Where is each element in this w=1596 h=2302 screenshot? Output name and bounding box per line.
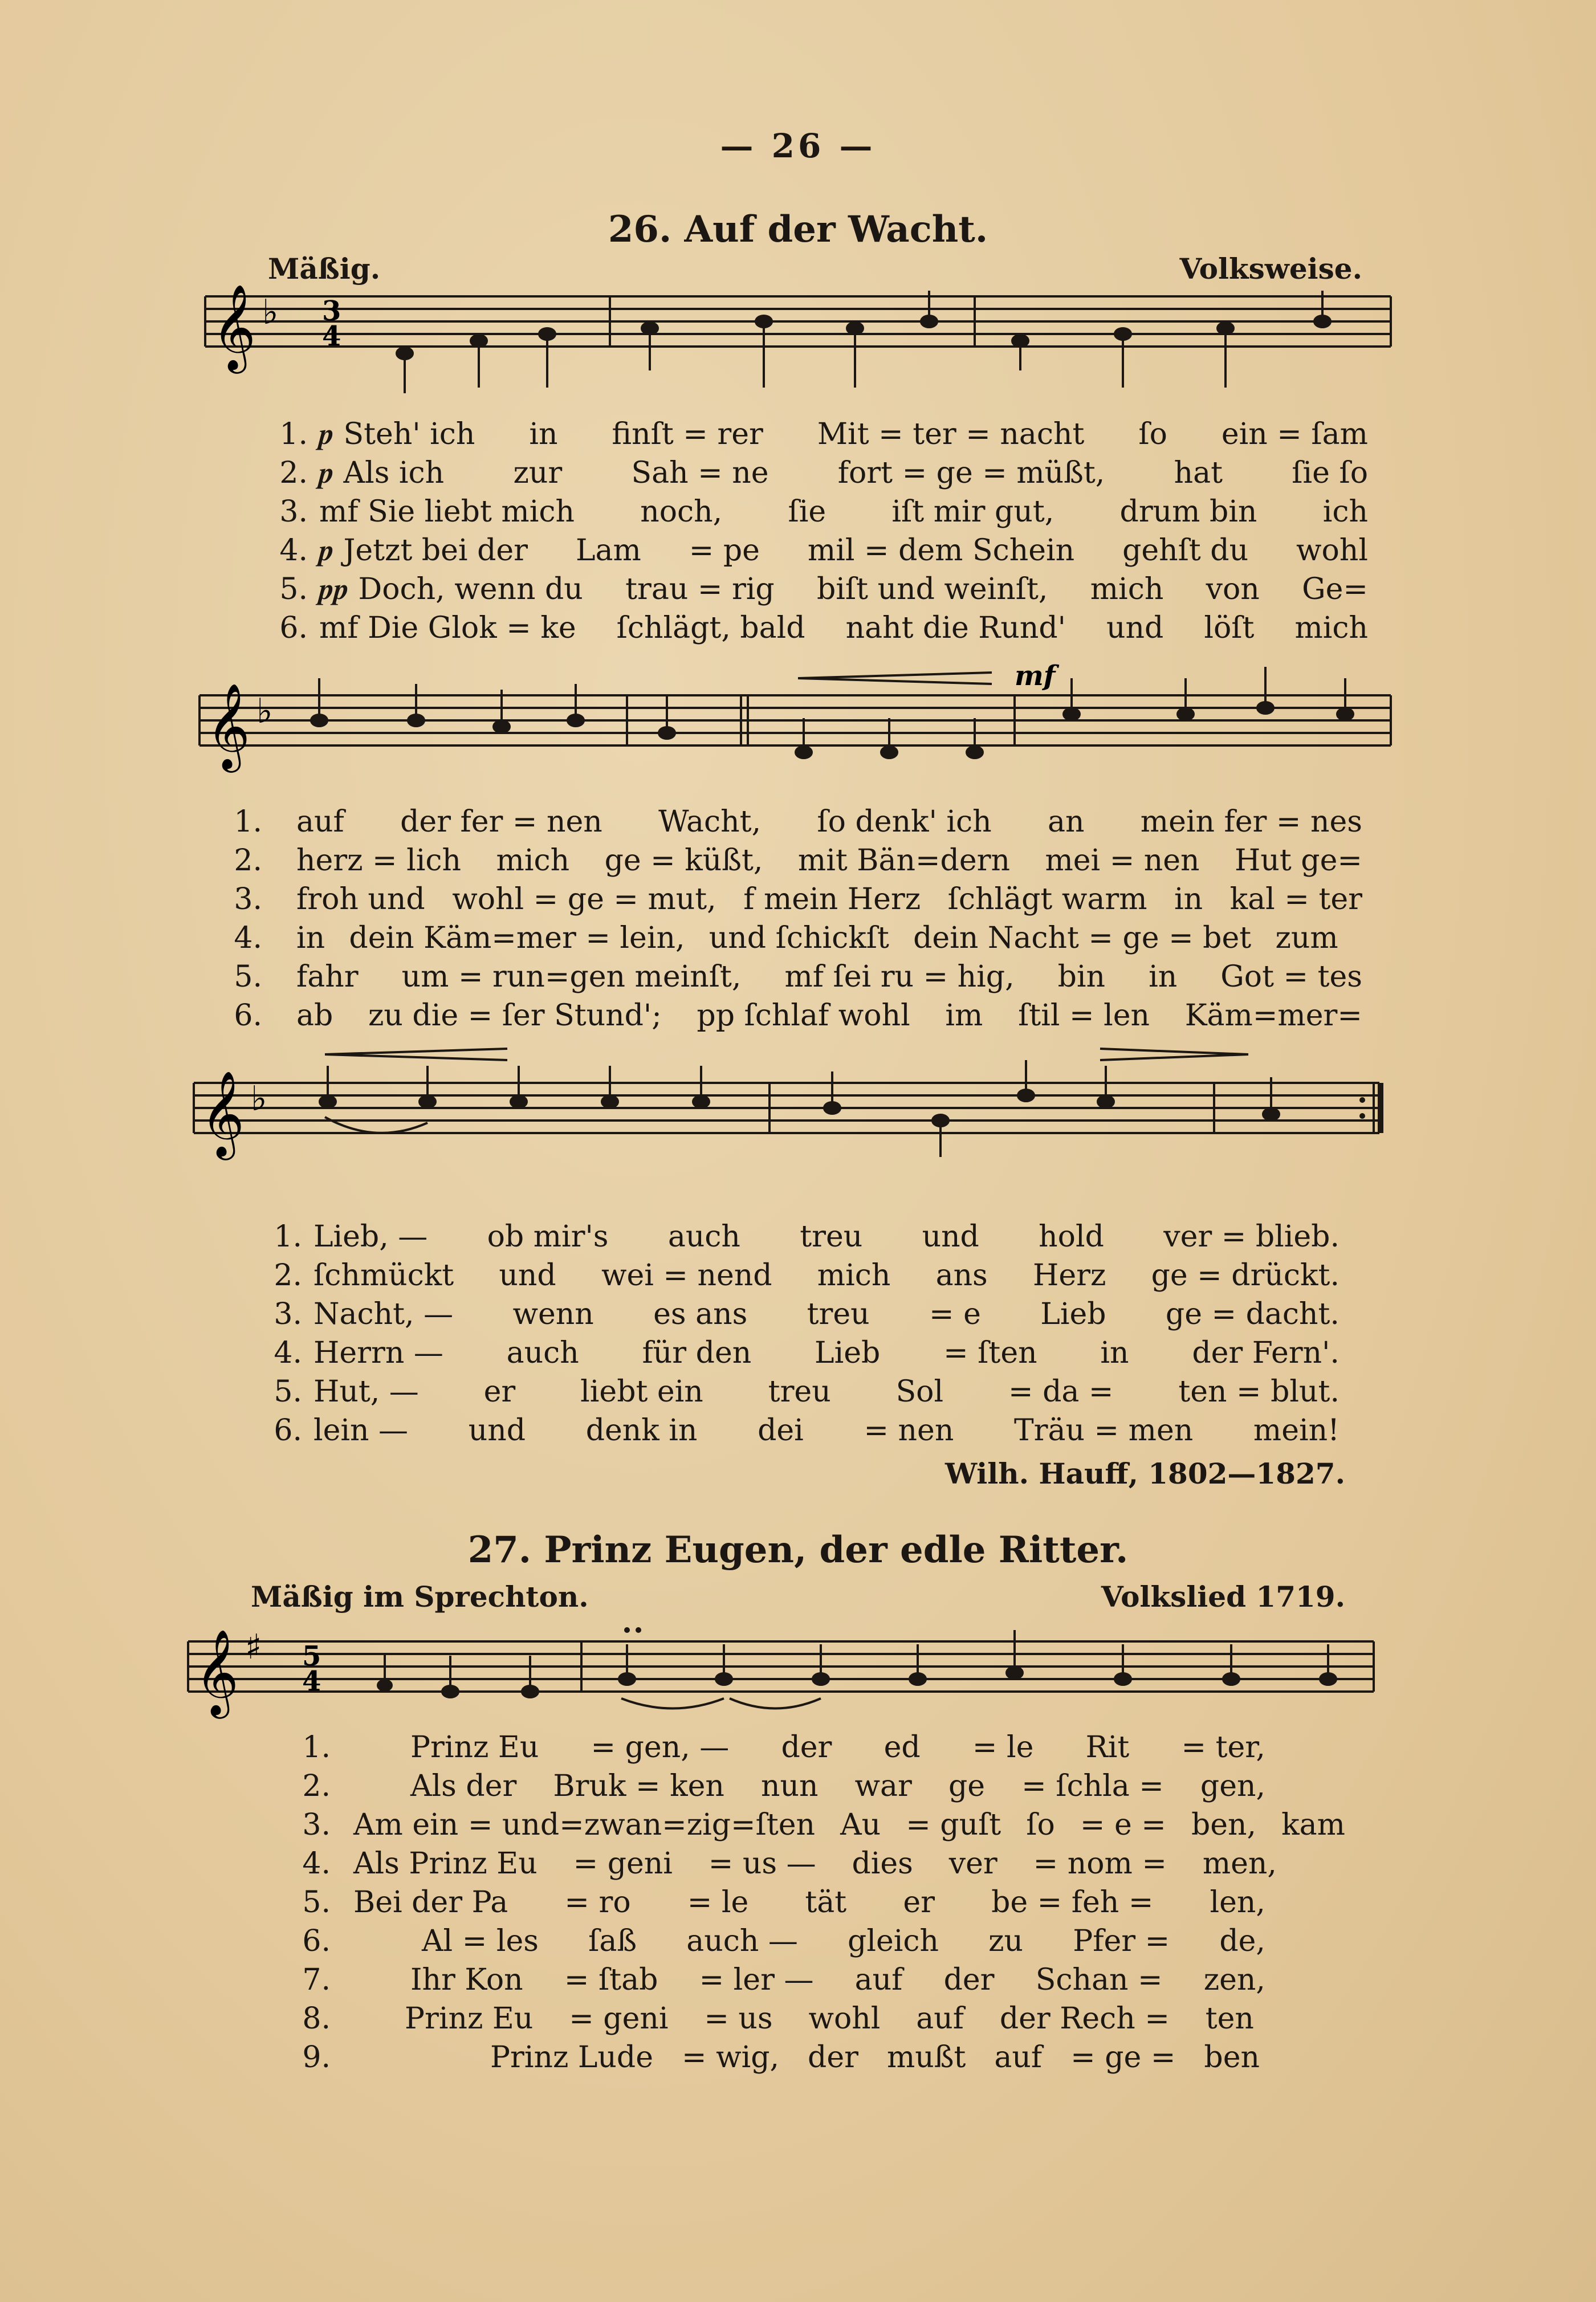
verse-number: 1. <box>274 1220 302 1254</box>
lyric-line: Als der Bruk = ken nun war ge = ſchla = gen, <box>410 1769 1265 1803</box>
lyric-line: froh und wohl = ge = mut, f mein Herz ſchlägt warm in kal = ter <box>296 882 1362 916</box>
svg-text:♭: ♭ <box>262 292 279 332</box>
verse-number: 3. <box>274 1297 302 1331</box>
source-26: Volksweise. <box>1179 252 1362 286</box>
lyric-line: Hut, — er liebt ein treu Sol = da = ten = blut. <box>314 1375 1339 1409</box>
svg-text:𝄞: 𝄞 <box>195 1628 239 1715</box>
verse-number: 4. <box>279 533 308 568</box>
verse-number: 3. <box>302 1808 331 1842</box>
lyric-line: Ihr Kon = ſtab = ler — auf der Schan = zen, <box>410 1963 1265 1997</box>
song-title-26: 26. Auf der Wacht. <box>608 208 988 251</box>
lyric-line: auf der fer = nen Wacht, ſo denk' ich an mein fer = nes <box>296 805 1362 839</box>
lyric-line: 𝆏 Steh' ich in finſt = rer Mit = ter = nacht ſo ein = ſam <box>319 417 1368 451</box>
tempo-marking-26: Mäßig. <box>268 252 381 286</box>
lyric-line: lein — und denk in dei = nen Träu = men mein! <box>314 1413 1339 1448</box>
lyric-line: mf Die Glok = ke ſchlägt, bald naht die Rund' und löſt mich <box>319 611 1368 645</box>
lyric-line: herz = lich mich ge = küßt, mit Bän=dern mei = nen Hut ge= <box>296 844 1362 878</box>
verse-number: 1. <box>302 1730 331 1765</box>
verse-number: 2. <box>234 844 262 878</box>
verse-number: 5. <box>279 572 308 606</box>
verse-number: 7. <box>302 1963 331 1997</box>
verse-number: 3. <box>234 882 262 916</box>
svg-text:♭: ♭ <box>251 1079 267 1119</box>
verse-number: 3. <box>279 495 308 529</box>
lyric-line: 𝆏 Jetzt bei der Lam = pe mil = dem Schein gehſt du wohl <box>319 533 1368 568</box>
verse-number: 4. <box>234 921 262 955</box>
song-title-27: 27. Prinz Eugen, der edle Ritter. <box>467 1529 1129 1571</box>
lyric-line: ſchmückt und wei = nend mich ans Herz ge = drückt. <box>314 1258 1339 1293</box>
verse-number: 2. <box>279 456 308 490</box>
svg-text:♯: ♯ <box>245 1627 262 1667</box>
svg-text:𝄞: 𝄞 <box>206 682 250 769</box>
lyric-line: Am ein = und=zwan=zig=ſten Au = guſt ſo = e = ben, kam <box>353 1808 1345 1842</box>
lyric-line: Prinz Eu = gen, — der ed = le Rit = ter, <box>410 1730 1265 1765</box>
svg-text:4: 4 <box>322 320 341 352</box>
lyric-line: 𝆏 Als ich zur Sah = ne fort = ge = müßt, hat ſie ſo <box>319 456 1368 490</box>
lyric-line: Al = les ſaß auch — gleich zu Pfer = de, <box>422 1924 1265 1958</box>
lyric-line: mf Sie liebt mich noch, ſie iſt mir gut, drum bin ich <box>319 495 1368 529</box>
svg-text:♭: ♭ <box>256 691 273 731</box>
verse-number: 4. <box>302 1847 331 1881</box>
music-staff-26-3 <box>188 1043 1396 1203</box>
lyric-line: Bei der Pa = ro = le tät er be = feh = len, <box>353 1885 1265 1920</box>
verse-number: 6. <box>274 1413 302 1448</box>
lyric-line: in dein Käm=mer = lein, und ſchickſt dein Nacht = ge = bet zum <box>296 921 1338 955</box>
verse-number: 1. <box>279 417 308 451</box>
verse-number: 5. <box>234 960 262 994</box>
lyric-line: ab zu die = ſer Stund'; pp ſchlaf wohl im ſtil = len Käm=mer= <box>296 999 1362 1033</box>
verse-number: 1. <box>234 805 262 839</box>
svg-text:𝄞: 𝄞 <box>212 283 256 370</box>
source-27: Volkslied 1719. <box>1101 1580 1345 1614</box>
svg-text:𝄞: 𝄞 <box>201 1070 245 1156</box>
lyric-line: Nacht, — wenn es ans treu = e Lieb ge = dacht. <box>314 1297 1339 1331</box>
svg-text:5: 5 <box>302 1640 321 1672</box>
verse-number: 9. <box>302 2040 331 2075</box>
lyric-line: Prinz Eu = geni = us wohl auf der Rech = ten <box>405 2002 1254 2036</box>
verse-number: 5. <box>274 1375 302 1409</box>
music-staff-26-1 <box>199 285 1396 433</box>
verse-number: 5. <box>302 1885 331 1920</box>
lyric-line: Lieb, — ob mir's auch treu und hold ver = blieb. <box>314 1220 1339 1254</box>
lyric-line: Als Prinz Eu = geni = us — dies ver = nom = men, <box>353 1847 1277 1881</box>
author-credit-26: Wilh. Hauff, 1802—1827. <box>944 1457 1345 1490</box>
verse-number: 2. <box>274 1258 302 1293</box>
verse-number: 6. <box>279 611 308 645</box>
verse-number: 2. <box>302 1769 331 1803</box>
lyric-line: Prinz Lude = wig, der mußt auf = ge = ben <box>490 2040 1260 2075</box>
svg-text:mf: mf <box>1015 660 1056 692</box>
verse-number: 6. <box>302 1924 331 1958</box>
music-staff-26-2 <box>194 661 1396 809</box>
lyric-line: Herrn — auch für den Lieb = ſten in der Fern'. <box>314 1336 1339 1370</box>
svg-text:4: 4 <box>302 1665 321 1697</box>
verse-number: 6. <box>234 999 262 1033</box>
music-staff-27 <box>182 1619 1379 1733</box>
tempo-marking-27: Mäßig im Sprechton. <box>251 1580 589 1614</box>
page-number: — 26 — <box>720 127 876 165</box>
svg-text:3: 3 <box>322 295 341 327</box>
verse-number: 4. <box>274 1336 302 1370</box>
verse-number: 8. <box>302 2002 331 2036</box>
lyric-line: 𝆏𝆏 Doch, wenn du trau = rig biſt und weinſt, mich von Ge= <box>319 572 1368 606</box>
lyric-line: fahr um = run=gen meinſt, mf ſei ru = hig, bin in Got = tes <box>296 960 1362 994</box>
